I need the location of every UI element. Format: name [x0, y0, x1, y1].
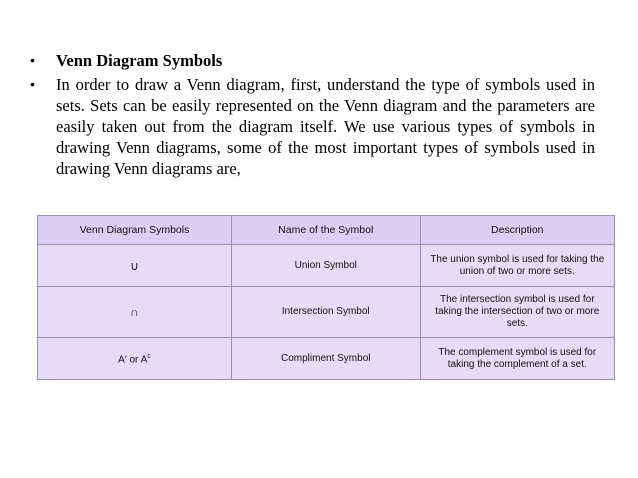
table-row — [38, 338, 615, 380]
cell-description: The complement symbol is used for taking the complement of a set. — [420, 338, 614, 380]
section-title: Venn Diagram Symbols — [56, 51, 223, 70]
cell-description: The intersection symbol is used for taking the intersection of two or more sets. — [420, 287, 614, 338]
cell-name: Union Symbol — [231, 245, 420, 287]
cell-description: The union symbol is used for taking the union of two or more sets. — [420, 245, 614, 287]
table-header-row — [38, 216, 615, 245]
complement-symbol-base: A′ or A — [118, 354, 148, 366]
bullet-icon: • — [30, 76, 35, 92]
bullet-item-intro — [30, 74, 595, 179]
venn-symbols-table — [37, 215, 615, 380]
cell-name: Intersection Symbol — [231, 287, 420, 338]
bullet-icon: • — [30, 52, 35, 68]
bullet-list — [30, 50, 595, 182]
complement-symbol-sup: c — [147, 352, 151, 360]
intro-paragraph: In order to draw a Venn diagram, first, understand the type of symbols used in sets. Sets can be easily represented on the Venn diagram and the parameters are easily taken out from the diagram itself. We use various types of symbols in drawing Venn diagrams, some of the most important types of symbols used in drawing Venn diagrams are, — [56, 75, 595, 178]
header-symbols: Venn Diagram Symbols — [38, 216, 232, 245]
table-row — [38, 287, 615, 338]
table-row — [38, 245, 615, 287]
header-description: Description — [420, 216, 614, 245]
bullet-item-title — [30, 50, 595, 71]
cell-symbol-complement — [38, 338, 232, 380]
cell-symbol-union: ∪ — [38, 245, 232, 287]
header-name: Name of the Symbol — [231, 216, 420, 245]
cell-symbol-intersection: ∩ — [38, 287, 232, 338]
cell-name: Compliment Symbol — [231, 338, 420, 380]
